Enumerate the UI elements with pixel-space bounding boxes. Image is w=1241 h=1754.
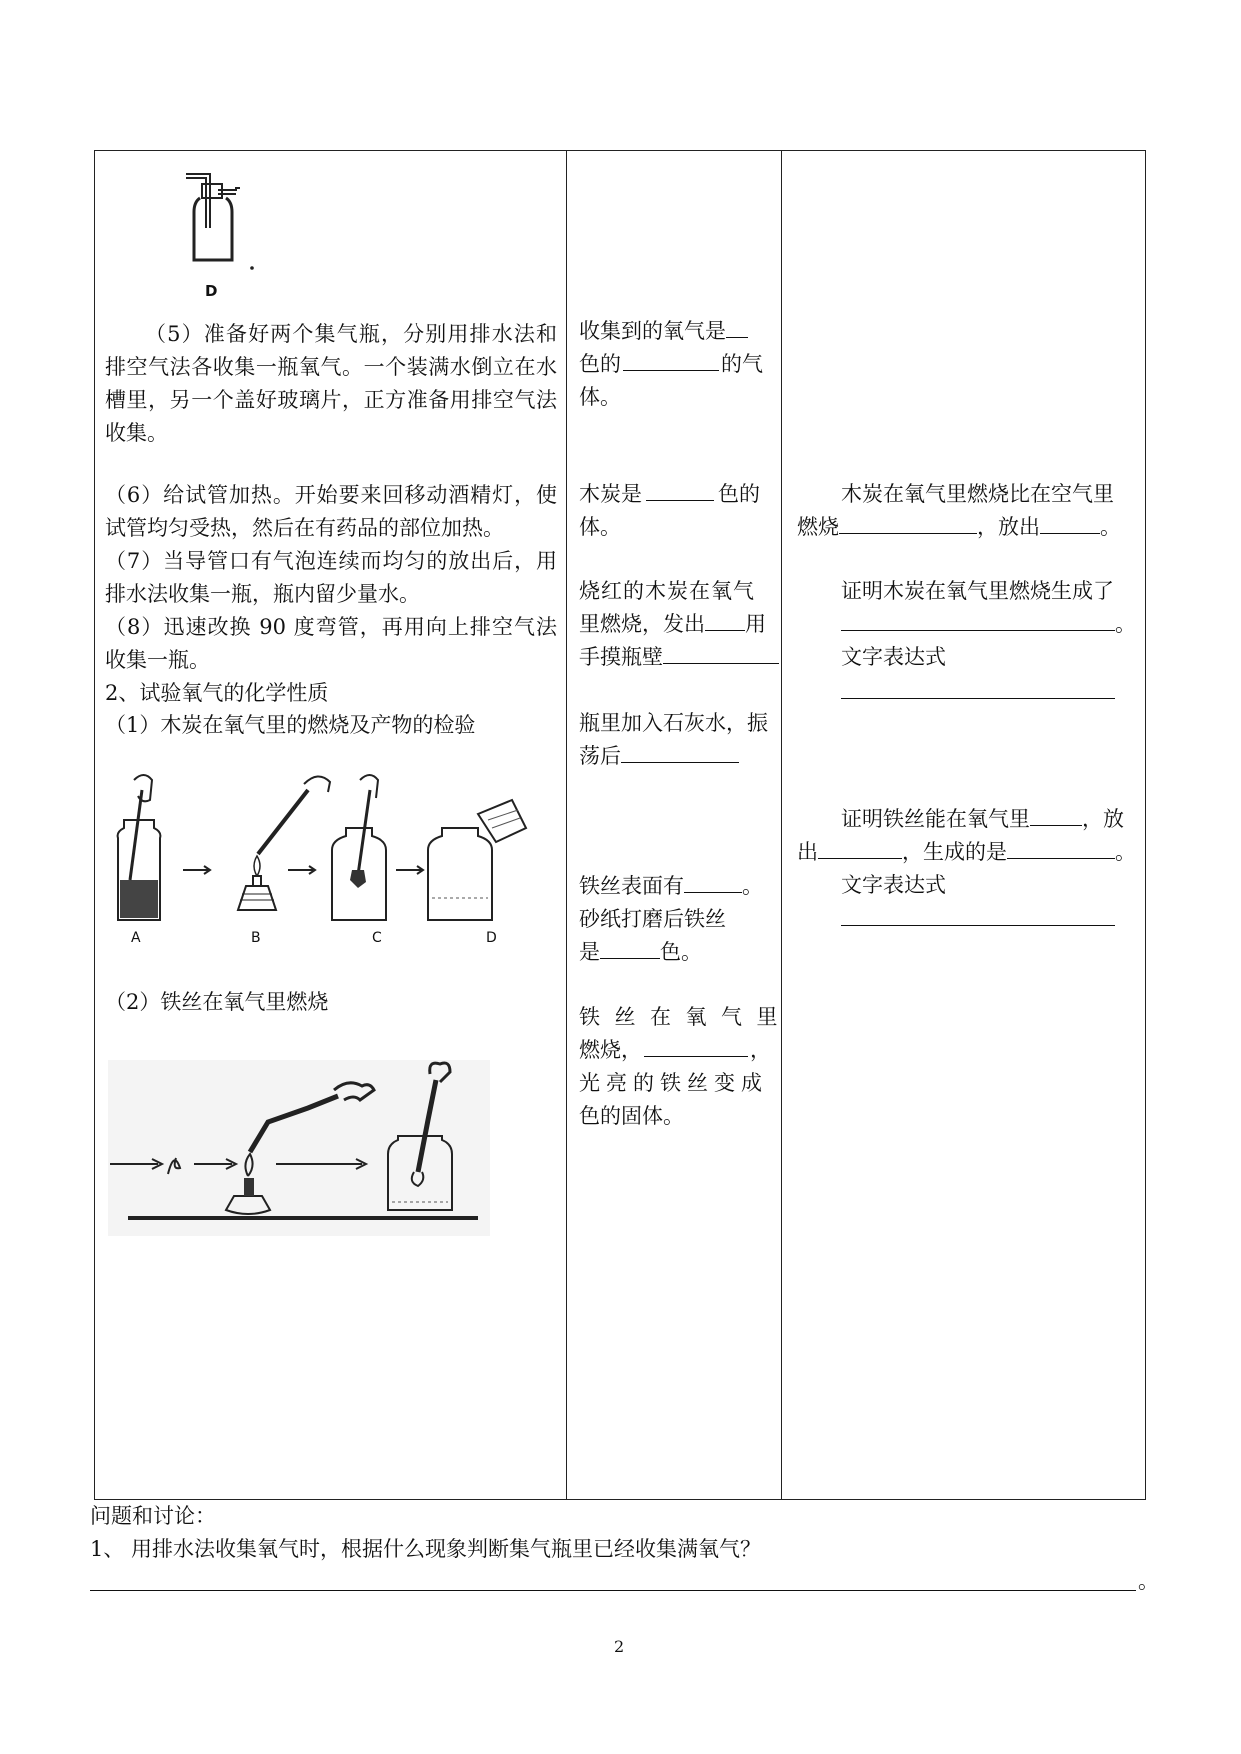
fig-label-b: B (251, 930, 261, 946)
obs-4-line-2: 荡后 (579, 740, 774, 773)
discussion-heading: 问题和讨论： (90, 1504, 216, 1528)
lamp-b (238, 776, 330, 910)
section-2-heading: 2、试验氧气的化学性质 (105, 681, 329, 705)
obs-3-line-2: 里燃烧，发出 用 (579, 608, 774, 641)
column-divider-2 (781, 151, 782, 1499)
concl-1-line-1: 木炭在氧气里燃烧比在空气里 (841, 482, 1114, 506)
obs-6-line-2: 燃烧， ， (579, 1034, 774, 1067)
step-8-text: （8）迅速改换 90 度弯管，再用向上排空气法收集一瓶。 (105, 615, 557, 672)
obs-4-line-1: 瓶里加入石灰水，振 (579, 711, 768, 735)
step-5-text: （5）准备好两个集气瓶，分别用排水法和排空气法各收集一瓶氧气。一个装满水倒立在水槽里，另一个盖好玻璃片，正方准备用排空气法收集。 (105, 322, 557, 445)
concl-2-line-2: 。 (841, 608, 1141, 641)
obs-5-line-1: 铁丝表面有 。 (579, 870, 774, 903)
answer-end-mark: 。 (1138, 1569, 1159, 1593)
column-divider-1 (566, 151, 567, 1499)
concl-3-line-1: 证明铁丝能在氧气里 ，放 (841, 803, 1141, 836)
concl-1-line-2: 燃烧 ，放出 。 (797, 511, 1137, 544)
obs-6-line-1: 铁丝在氧气里 (579, 1005, 792, 1029)
obs-6-line-3: 光亮的铁丝变成 (579, 1071, 768, 1095)
obs-2-line-1: 木炭是 色的 (579, 478, 774, 511)
fig-label-a: A (131, 930, 141, 946)
obs-2-line-2: 体。 (579, 515, 621, 539)
concl-3-expr-blank (841, 925, 1115, 926)
obs-5-line-2: 砂纸打磨后铁丝 (579, 907, 726, 931)
answer-line-1 (90, 1590, 1136, 1591)
obs-5-line-3: 是 色。 (579, 936, 702, 969)
obs-6-line-4: 色的固体。 (579, 1104, 684, 1128)
obs-1-line-2: 色的 的气 (579, 348, 774, 381)
fig-label-d: D (486, 930, 497, 946)
step-6-text: （6）给试管加热。开始要来回移动酒精灯，使试管均匀受热，然后在有药品的部位加热。 (105, 483, 557, 540)
obs-3-line-1: 烧红的木炭在氧气 (579, 579, 755, 603)
concl-3-line-2: 出 ，生成的是 。 (797, 836, 1142, 869)
obs-3-line-3: 手摸瓶壁 (579, 641, 784, 674)
iron-wire-figure (108, 1060, 490, 1236)
discussion-question-1: 1、 用排水法收集氧气时，根据什么现象判断集气瓶里已经收集满氧气？ (90, 1537, 762, 1561)
sub-2-heading: （2）铁丝在氧气里燃烧 (105, 990, 329, 1014)
concl-2-line-1: 证明木炭在氧气里燃烧生成了 (841, 579, 1114, 603)
concl-2-expr-blank (841, 698, 1115, 699)
bottle-d (428, 800, 526, 920)
fig-d-label: D (205, 282, 218, 300)
bottle-a (118, 775, 161, 920)
page-number: 2 (614, 1637, 625, 1656)
charcoal-experiment-figure (108, 770, 558, 920)
step-7-text: （7）当导管口有气泡连续而均匀的放出后，用排水法收集一瓶，瓶内留少量水。 (105, 549, 557, 606)
sub-1-heading: （1）木炭在氧气里的燃烧及产物的检验 (105, 713, 476, 737)
fig-label-c: C (372, 930, 382, 946)
bottle-c (332, 775, 386, 920)
obs-1-line-3: 体。 (579, 385, 621, 409)
concl-3-expr-label: 文字表达式 (841, 873, 946, 897)
concl-2-expr-label: 文字表达式 (841, 645, 946, 669)
gas-bottle-figure (180, 168, 270, 278)
obs-1-line-1: 收集到的氧气是 (579, 315, 774, 348)
